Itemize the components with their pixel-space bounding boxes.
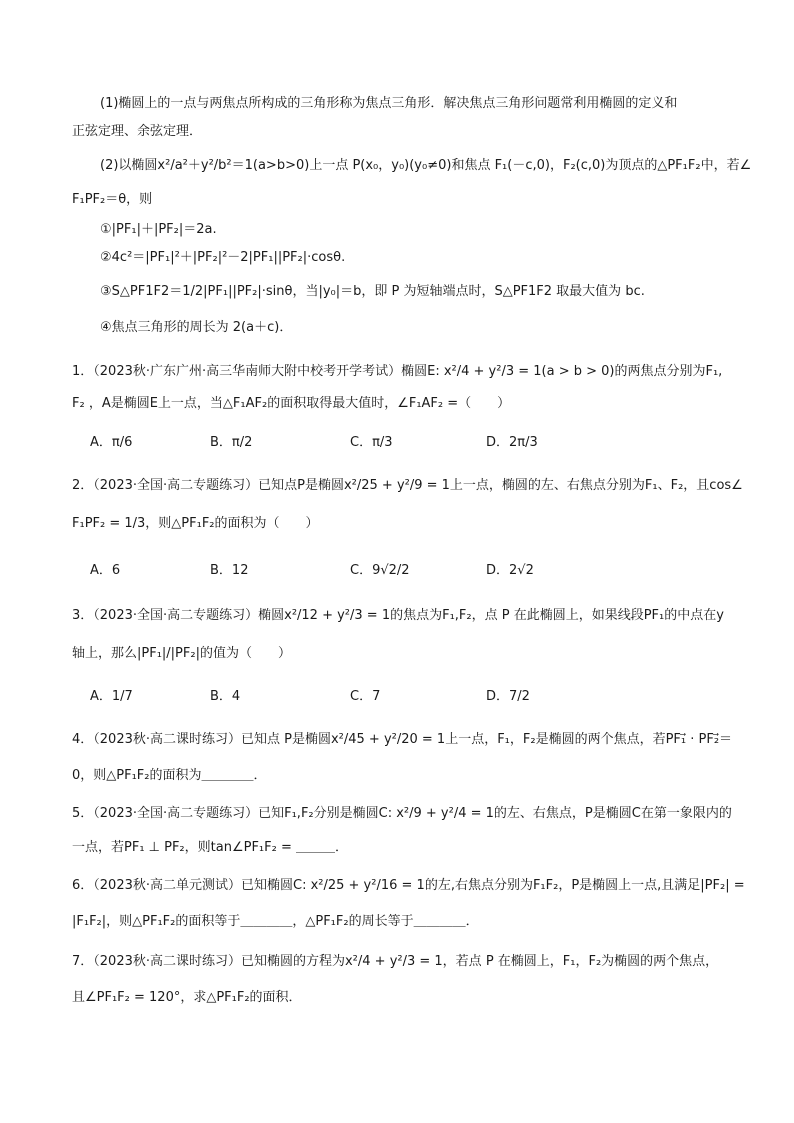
intro-line-3: (2)以椭圆x²/a²＋y²/b²＝1(a>b>0)上一点 P(x₀，y₀)(y₀≠0)和焦点 F₁(－c,0)，F₂(c,0)为顶点的△PF₁F₂中，若∠	[100, 158, 752, 173]
question-3-options	[90, 686, 650, 708]
question-7-line-1: 7．（2023秋·高二课时练习）已知椭圆的方程为x²/4 + y²/3 = 1，若点 P 在椭圆上，F₁，F₂为椭圆的两个焦点，	[72, 954, 719, 969]
option-c: C．7	[350, 689, 381, 704]
option-d: D．2π/3	[486, 435, 538, 450]
question-2-line-2: F₁PF₂ = 1/3，则△PF₁F₂的面积为（ ）	[72, 516, 319, 531]
question-5-line-2: 一点，若PF₁ ⊥ PF₂，则tan∠PF₁F₂ = ＿＿＿．	[72, 840, 348, 855]
property-4: ④焦点三角形的周长为 2(a＋c)．	[100, 320, 293, 335]
intro-line-1: (1)椭圆上的一点与两焦点所构成的三角形称为焦点三角形．解决焦点三角形问题常利用椭圆的定义和	[100, 96, 678, 111]
question-7-line-2: 且∠PF₁F₂ = 120°，求△PF₁F₂的面积．	[72, 990, 302, 1005]
question-1-line-2: F₂ ，A是椭圆E上一点，当△F₁AF₂的面积取得最大值时，∠F₁AF₂ =（ ）	[72, 396, 511, 411]
question-4-line-2: 0，则△PF₁F₂的面积为＿＿＿＿．	[72, 768, 267, 783]
intro-line-2: 正弦定理、余弦定理．	[72, 124, 203, 139]
intro-line-4: F₁PF₂＝θ，则	[72, 192, 153, 207]
question-6-line-1: 6．（2023秋·高二单元测试）已知椭圆C: x²/25 + y²/16 = 1的左,右焦点分别为F₁F₂，P是椭圆上一点,且满足|PF₂| =	[72, 878, 745, 893]
property-2: ②4c²＝|PF₁|²＋|PF₂|²－2|PF₁||PF₂|·cosθ.	[100, 250, 346, 265]
question-1-options	[90, 432, 650, 454]
question-5-line-1: 5．（2023·全国·高二专题练习）已知F₁,F₂分别是椭圆C: x²/9 + y²/4 = 1的左、右焦点，P是椭圆C在第一象限内的	[72, 806, 732, 821]
question-1-line-1: 1．（2023秋·广东广州·高三华南师大附中校考开学考试）椭圆E: x²/4 + y²/3 = 1(a > b > 0)的两焦点分别为F₁,	[72, 364, 723, 379]
option-a: A．6	[90, 563, 121, 578]
question-2-line-1: 2．（2023·全国·高二专题练习）已知点P是椭圆x²/25 + y²/9 = 1上一点，椭圆的左、右焦点分别为F₁、F₂，且cos∠	[72, 478, 743, 493]
option-b: B．12	[210, 563, 249, 578]
option-b: B．π/2	[210, 435, 253, 450]
option-a: A．π/6	[90, 435, 133, 450]
question-6-line-2: |F₁F₂|，则△PF₁F₂的面积等于＿＿＿＿，△PF₁F₂的周长等于＿＿＿＿．	[72, 914, 479, 929]
property-1: ①|PF₁|＋|PF₂|＝2a.	[100, 222, 217, 237]
option-a: A．1/7	[90, 689, 133, 704]
option-c: C．π/3	[350, 435, 393, 450]
option-d: D．7/2	[486, 689, 530, 704]
option-c: C．9√2/2	[350, 563, 410, 578]
question-3-line-2: 轴上，那么|PF₁|/|PF₂|的值为（ ）	[72, 646, 291, 661]
option-d: D．2√2	[486, 563, 534, 578]
property-3: ③S△PF1F2＝1/2|PF₁||PF₂|·sinθ，当|y₀|＝b，即 P 为短轴端点时，S△PF1F2 取最大值为 bc.	[100, 284, 645, 299]
question-2-options	[90, 560, 650, 582]
question-4-line-1: 4．（2023秋·高二课时练习）已知点 P是椭圆x²/45 + y²/20 = 1上一点，F₁，F₂是椭圆的两个焦点，若PF₁⃗ · PF₂⃗＝	[72, 732, 733, 747]
option-b: B．4	[210, 689, 241, 704]
question-3-line-1: 3．（2023·全国·高二专题练习）椭圆x²/12 + y²/3 = 1的焦点为F₁,F₂，点 P 在此椭圆上，如果线段PF₁的中点在y	[72, 608, 724, 623]
